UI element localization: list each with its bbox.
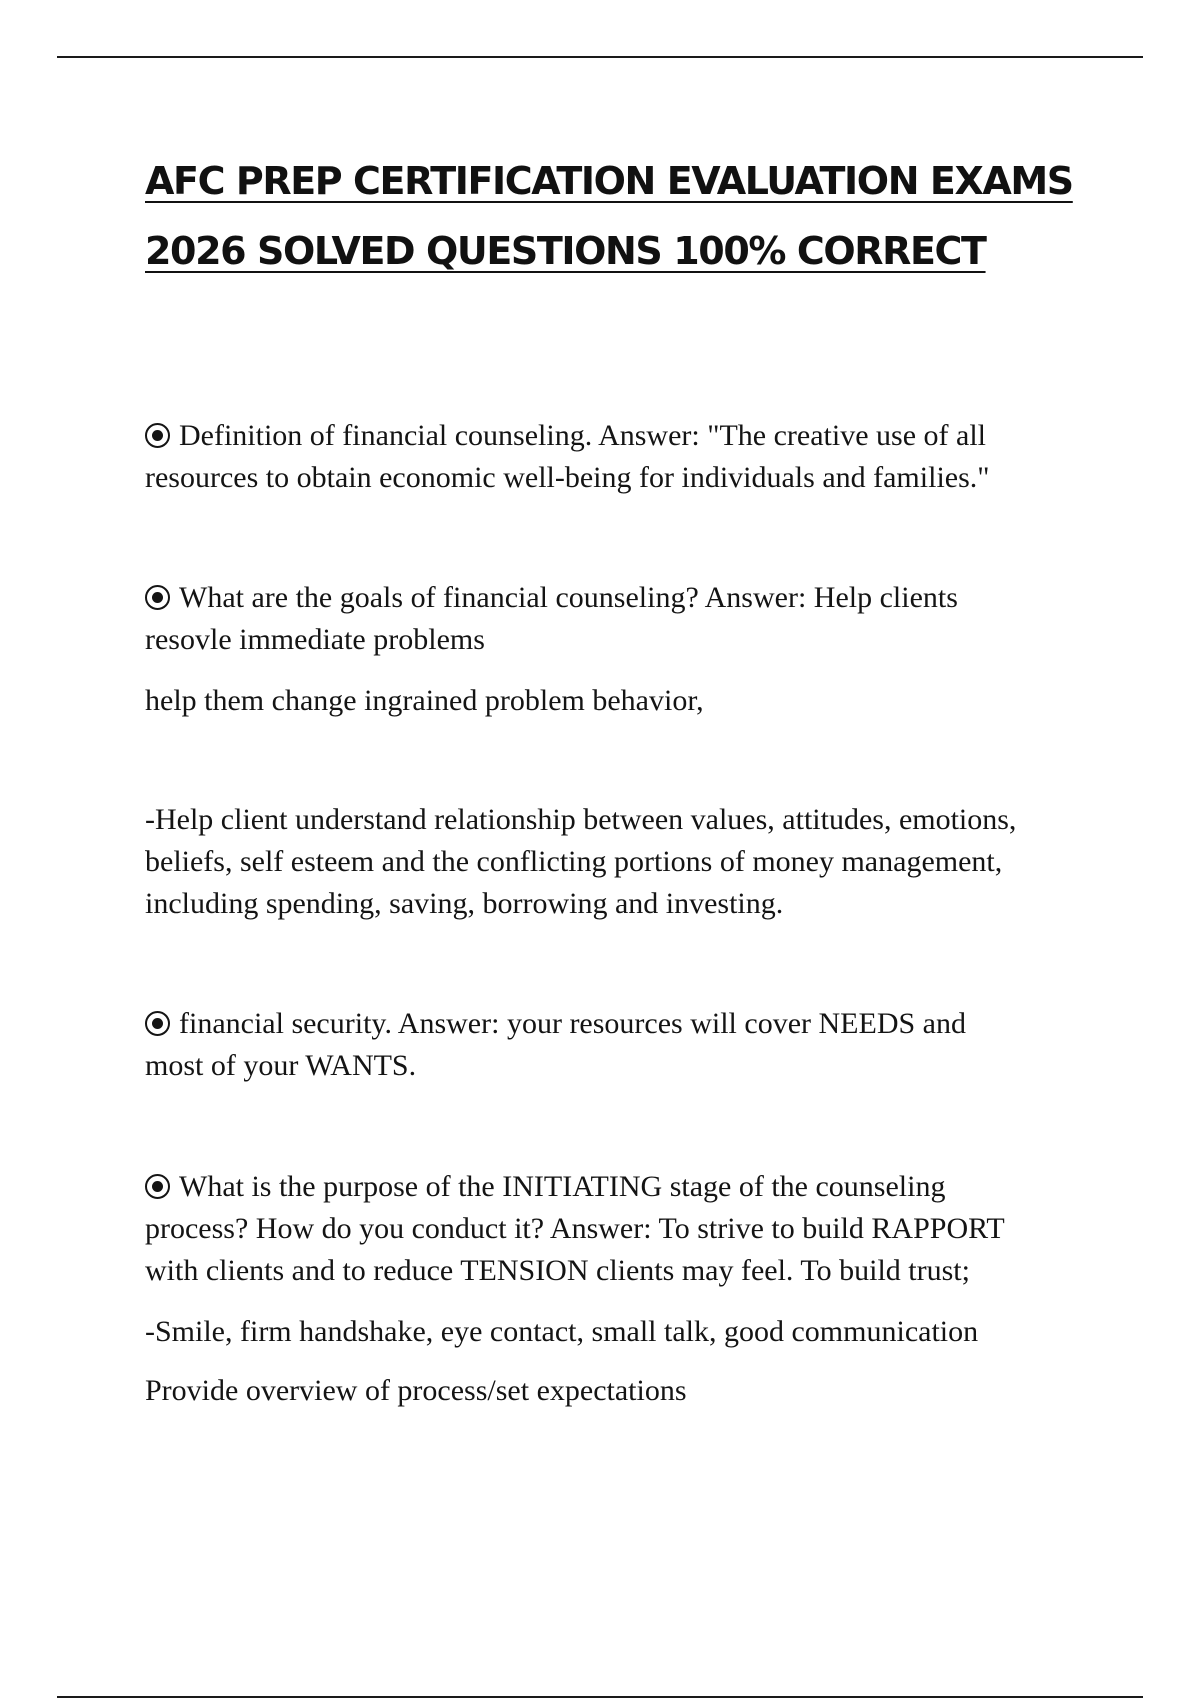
text-line: What is the purpose of the INITIATING stage of the counseling	[145, 1166, 1105, 1208]
answer-continuation	[145, 680, 1105, 722]
text-line: most of your WANTS.	[145, 1049, 417, 1082]
text-line: including spending, saving, borrowing and investing.	[145, 887, 784, 920]
text-line: What are the goals of financial counseling? Answer: Help clients	[145, 577, 1105, 619]
text-line: help them change ingrained problem behavior,	[145, 684, 704, 717]
text-line: -Smile, firm handshake, eye contact, small talk, good communication	[145, 1315, 979, 1348]
answer-continuation	[145, 1370, 1105, 1412]
question-goals	[145, 577, 1105, 661]
text-line: beliefs, self esteem and the conflicting portions of money management,	[145, 845, 1003, 878]
page-title	[145, 146, 1105, 286]
radio-bullet-icon	[145, 423, 170, 448]
text-line: process? How do you conduct it? Answer: To strive to build RAPPORT	[145, 1212, 1005, 1245]
text-line: with clients and to reduce TENSION clients may feel. To build trust;	[145, 1254, 970, 1287]
text-line: Definition of financial counseling. Answer: "The creative use of all	[145, 415, 1105, 457]
top-rule	[57, 56, 1143, 58]
text-line: resovle immediate problems	[145, 623, 485, 656]
answer-continuation	[145, 799, 1105, 925]
text-line: -Help client understand relationship between values, attitudes, emotions,	[145, 803, 1017, 836]
radio-bullet-icon	[145, 585, 170, 610]
radio-bullet-icon	[145, 1011, 170, 1036]
text-line: Provide overview of process/set expectations	[145, 1374, 687, 1407]
question-definition	[145, 415, 1105, 499]
radio-bullet-icon	[145, 1174, 170, 1199]
question-initiating-stage	[145, 1166, 1105, 1292]
text-line: financial security. Answer: your resources will cover NEEDS and	[145, 1003, 1105, 1045]
text-line: resources to obtain economic well-being for individuals and families."	[145, 461, 990, 494]
question-financial-security	[145, 1003, 1105, 1087]
bottom-rule	[57, 1696, 1143, 1698]
title-line: AFC PREP CERTIFICATION EVALUATION EXAMS	[145, 159, 1073, 203]
title-line: 2026 SOLVED QUESTIONS 100% CORRECT	[145, 229, 986, 273]
answer-continuation	[145, 1311, 1105, 1353]
